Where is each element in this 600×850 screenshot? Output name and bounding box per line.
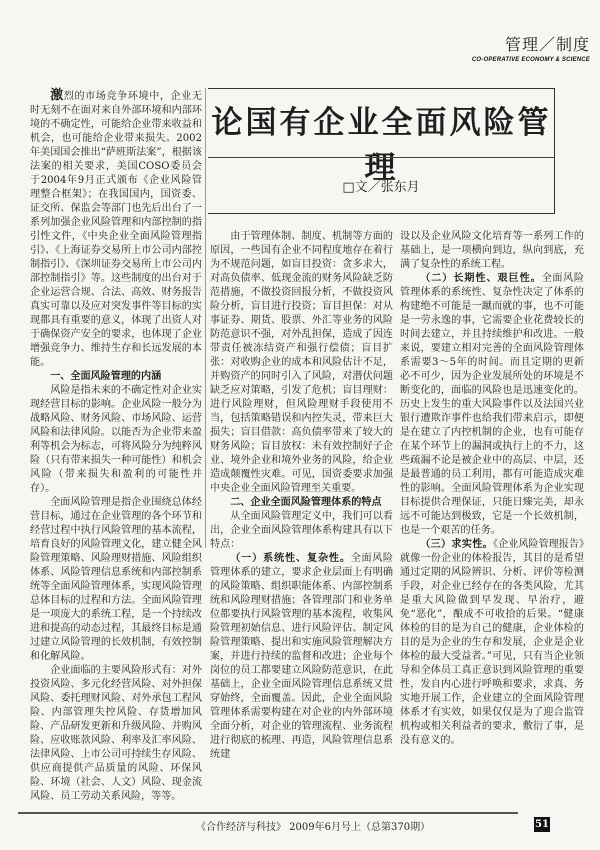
column-1: [30, 90, 202, 804]
drop-lead-char: 激: [50, 88, 64, 103]
paragraph: 全面风险管理是指企业围绕总体经营目标，通过在企业管理的各个环节和经营过程中执行风险管理的基本流程，培育良好的风险管理文化，建立健全风险管理策略、风险理财措施、风险组织体系、风险管理信息系统和内部控制系统等全面风险管理体系，实现风险管理总体目标的过程和方法。全面风险管理是一项庞大的系统工程，是一个持续改进和提高的动态过程，其最终目标是通过建立风险管理的长效机制，有效控制和化解风险。: [30, 497, 202, 662]
page-number: 51: [535, 819, 549, 830]
paragraph: 从全面风险管理定义中，我们可以看出，企业全面风险管理体系构建具有以下特点：: [210, 511, 393, 550]
title-divider: [208, 157, 554, 158]
column-divider: [205, 88, 206, 548]
paragraph: 风险是指未来的不确定性对企业实现经营目标的影响。企业风险一般分为战略风险、财务风险、市场风险、运营风险和法律风险。以能否为企业带来盈利等机会为标志，可将风险分为纯粹风险（只有带来损失一种可能性）和机会风险（带来损失和盈利的可能性并存）。: [30, 385, 202, 494]
section-heading-2: 二、企业全面风险管理体系的特点: [230, 497, 382, 508]
author-byline: □文／张东月: [342, 180, 420, 195]
section-header: [470, 32, 590, 63]
subheading-systematic: （一）系统性、复杂性。: [230, 553, 351, 564]
section-heading-1: 一、全面风险管理的内涵: [50, 371, 162, 382]
footer-citation: 《合作经济与科技》 2009年6月号上（总第370期）: [196, 822, 431, 833]
paragraph: [400, 272, 584, 538]
column-2: [210, 230, 393, 762]
section-name: 管理／制度: [504, 35, 590, 54]
paragraph: 企业面临的主要风险形式有：对外投资风险、多元化经营风险、对外担保风险、委托理财风险、对外承包工程风险、内部管理失控风险、存货增加风险、产品研发更新和升级风险、并购风险、应收账款风险、利率及汇率风险、法律风险、上市公司可持续生存风险、供应商提供产品质量的风险、环保风险、环境（社会、人文）风险、现金流风险、员工劳动关系风险，等等。: [30, 665, 202, 802]
footer-rule: [18, 812, 518, 814]
paragraph-text: 全面风险管理体系的建立，要求企业层面上有明确的风险策略、组织职能体系、内部控制系统和风险理财措施；各管理部门和业务单位都要执行风险管理的基本流程，收集风险管理初始信息、进行风险评估、制定风险管理策略、提出和实施风险管理解决方案，并进行持续的监督和改进；企业每个岗位的员工都要建立风险防范意识，在此基础上，企业全面风险管理信息系统又贯穿始终，全面覆盖。因此，企业全面风险管理体系需要构建在对企业的内外部环境全面分析，对企业的管理流程、业务流程进行彻底的梳理、再造，风险管理信息系统建: [210, 553, 393, 760]
paragraph-text: 全面风险管理体系的系统性、复杂性决定了体系的构建绝不可能是一蹴而就的事，也不可能是一劳永逸的事，它需要企业花费较长的时间去建立，并且持续维护和改进。一般来说，要建立相对完善的全面风险管理体系需要3～5年的时间。而且定期的更新必不可少，因为企业发展所处的环境是不断变化的，面临的风险也是迅速变化的。历史上发生的重大风险事件以及法国兴业银行遭欺诈事件也给我们带来启示，即便是在建立了内控机制的企业，也有可能存在某个环节上的漏洞或执行上的不力，这些疏漏不论是被企业中的高层、中层，还是最普通的员工利用，都有可能造成灾难性的影响。全面风险管理体系为企业实现目标提供合理保证，只能日臻完美，却永远不可能达到极致，它是一个长效机制，也是一个艰苦的任务。: [400, 273, 584, 536]
paragraph: [210, 552, 393, 762]
paragraph-continuation: 设以及企业风险文化培育等一系列工作的基础上，是一项横向到边，纵向到底，充满了复杂性的系统工程。: [400, 231, 584, 270]
paragraph: [400, 538, 584, 748]
paragraph: 由于管理体制、制度、机制等方面的原因，一些国有企业不同程度地存在着行为不规范问题，如盲目投资：贪多求大，对高负债率、低现金流的财务风险缺乏防范措施，不做投资回报分析，不做投资风险分析，盲目进行投资；盲目担保：对从事证券、期货、股票、外汇等业务的风险防范意识不强，对外乱担保，造成了因连带责任被冻结资产和强行偿债；盲目扩张：对收购企业的成本和风险估计不足，并购资产的同时引入了风险，对潜伏问题缺乏应对策略，引发了危机；盲目理财：进行风险理财，但风险理财手段使用不当，包括策略错误和内控失灵，带来巨大损失；盲目借款：高负债率带来了较大的财务风险；盲目放权：未有效控制好子企业、境外企业和境外业务的风险，给企业造成颠覆性灾难。可见，国资委要求加强中央企业全面风险管理至关重要。: [210, 231, 393, 494]
paragraph-text: 《企业风险管理报告》就像一份企业的体检报告，其目的是希望通过定期的风险辨识、分析、评价等检测手段，对企业已经存在的各类风险，尤其是重大风险做到早发现、早治疗，避免“恶化”，酿成不可收拾的后果。“健康体检的目的是为自己的健康，企业体检的目的是为企业的生存和发展，企业是企业体检的最大受益者。”可见，只有当企业领导和全体员工真正意识到风险管理的重要性，发自内心进行呼唤和要求，求真、务实地开展工作，企业建立的全面风险管理体系才有实效，如果仅仅是为了迎合监管机构或相关利益者的要求，敷衍了事，是没有意义的。: [400, 539, 584, 746]
column-3: [400, 230, 584, 748]
intro-paragraph: [30, 90, 202, 370]
magazine-english-name: CO-OPERATIVE ECONOMY & SCIENCE: [471, 57, 590, 63]
subheading-long-term: （二）长期性、艰巨性。: [420, 273, 542, 284]
intro-text: 烈的市场竞争环境中，企业无时无刻不在面对来自外部环境和内部环境的不确定性，可能给企业带来收益和机会，也可能给企业带来损失。2002年美国国会推出“萨班斯法案”，根据该法案的相关要求，美国COSO委员会于2004年9月正式颁布《企业风险管理整合框架》；在我国国内，国资委、证交所、保监会等部门也先后出台了一系列加强企业风险管理和内部控制的指引性文件，《中央企业全面风险管理指引》、《上海证券交易所上市公司内部控制指引》、《深圳证券交易所上市公司内部控制指引》等。这些制度的出台对于企业运营合规、合法、高效、财务报告真实可靠以及应对突发事件等目标的实现都具有重要的意义，体现了出资人对于确保资产安全的要求，也体现了企业增强竞争力、维持生存和长远发展的本能。: [30, 91, 202, 368]
subheading-practical: （三）求实性。: [420, 539, 494, 550]
article-title: 论国有企业全面风险管理: [211, 105, 552, 186]
title-box: [208, 88, 555, 214]
